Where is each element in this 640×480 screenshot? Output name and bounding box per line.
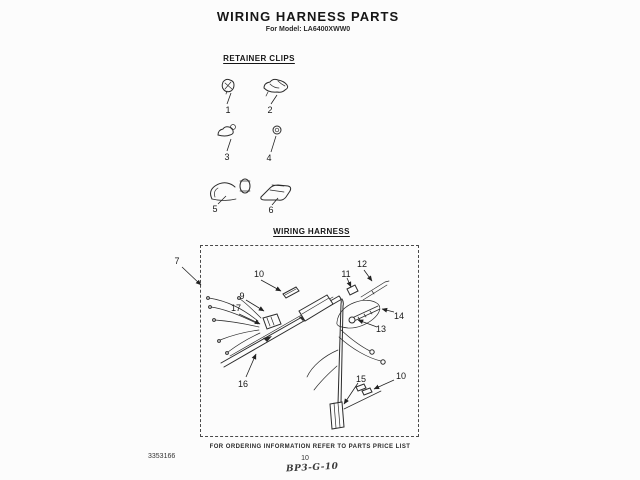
retainer-clips-heading: RETAINER CLIPS (223, 54, 295, 63)
page-number: 10 (301, 455, 309, 462)
callout-9: 9 (239, 291, 245, 301)
page-title: WIRING HARNESS PARTS (216, 9, 400, 24)
clip-number-2: 2 (267, 105, 273, 115)
retainer-clip-4 (271, 126, 281, 152)
sleeve-part (352, 306, 380, 321)
lower-clips (356, 384, 372, 395)
eyelet-wires (307, 330, 385, 390)
callout-12: 12 (356, 259, 368, 269)
nut-part (349, 317, 355, 323)
callout-11: 11 (341, 269, 351, 279)
wiring-harness-heading: WIRING HARNESS (273, 227, 350, 236)
multi-wire-connector (263, 314, 281, 329)
retainer-clip-6 (261, 185, 291, 205)
callout-13: 13 (375, 324, 387, 334)
retainer-clip-3 (218, 125, 236, 152)
retainer-clips-drawing (211, 79, 291, 215)
retainer-clip-5 (211, 179, 250, 204)
callout-17: 17 (230, 303, 242, 313)
clip-number-3: 3 (224, 152, 230, 162)
callout-16: 16 (237, 379, 249, 389)
small-terminal (283, 287, 299, 298)
ordering-note: FOR ORDERING INFORMATION REFER TO PARTS PRICE LIST (209, 444, 411, 450)
inline-connector (347, 285, 358, 295)
model-subtitle: For Model: LA6400XWW0 (265, 26, 351, 33)
document-number: 3353166 (148, 453, 176, 460)
clip-number-5: 5 (212, 204, 218, 214)
retainer-clip-1 (222, 79, 234, 104)
bottom-connector (330, 391, 381, 429)
callout-14: 14 (393, 311, 405, 321)
callout-10-lower: 10 (395, 371, 407, 381)
callout-10-upper: 10 (253, 269, 265, 279)
clip-number-6: 6 (268, 205, 274, 215)
retainer-clip-2 (264, 79, 288, 104)
clip-number-4: 4 (266, 153, 272, 163)
long-terminal (361, 281, 389, 300)
callout-7: 7 (174, 256, 180, 266)
handwritten-note: BP3-G-10 (285, 461, 339, 475)
clip-number-1: 1 (225, 105, 231, 115)
wiring-harness-drawing (174, 256, 406, 429)
main-plug-connector (299, 295, 333, 321)
callout-15: 15 (355, 374, 367, 384)
